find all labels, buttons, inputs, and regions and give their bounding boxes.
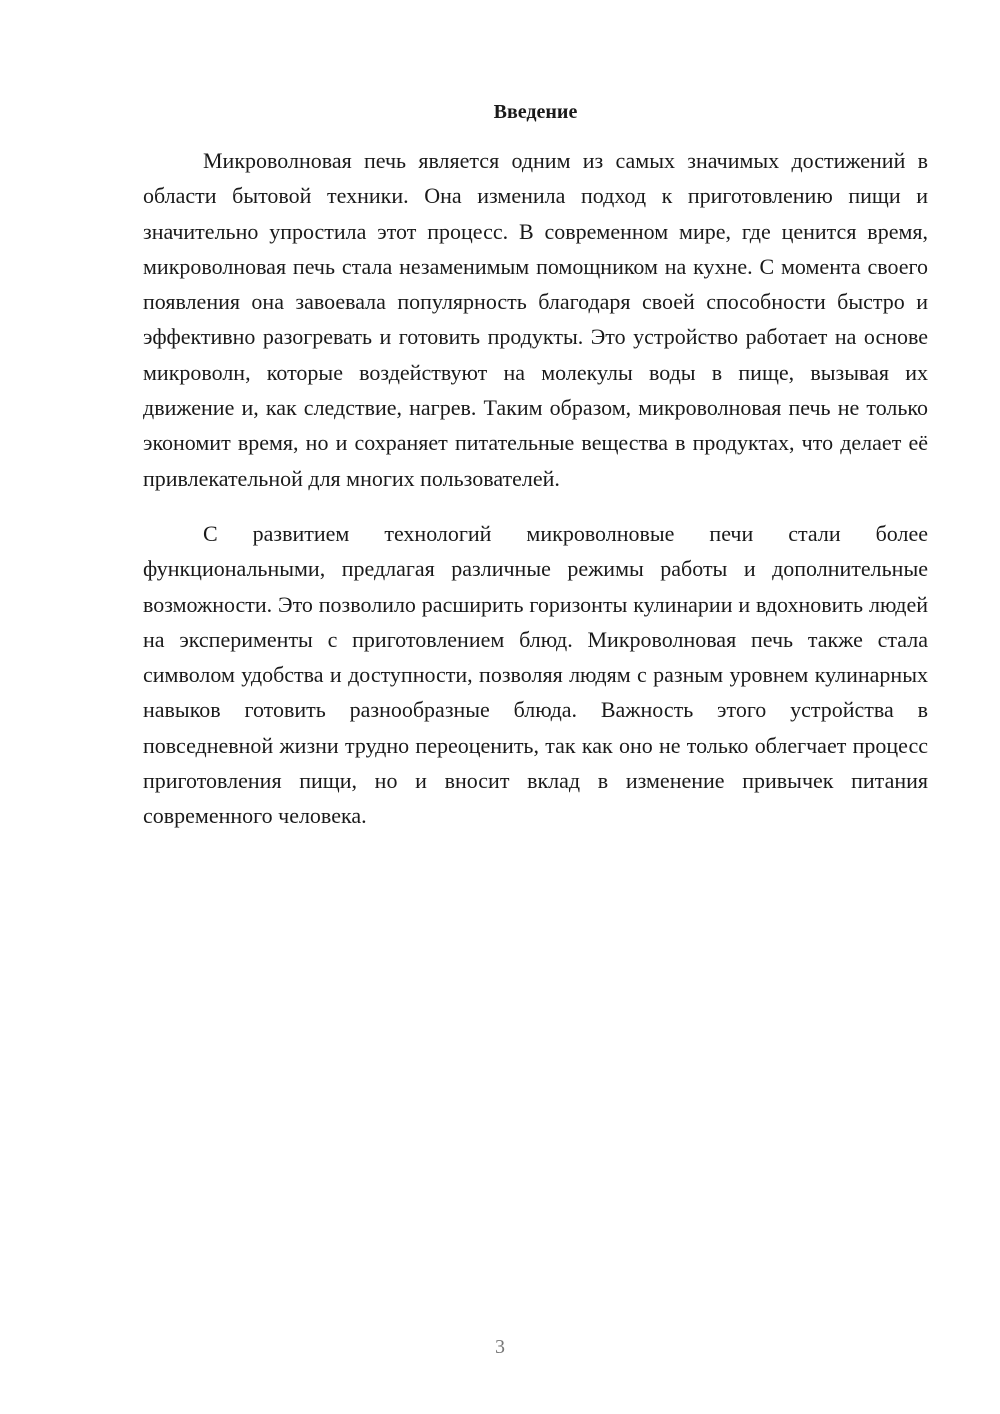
page-number: 3: [495, 1336, 505, 1358]
paragraph: Микроволновая печь является одним из самых значимых достижений в области бытовой техники. Она изменила подход к приготовлению пищи и значительно упростила этот процесс. В современном мире, где ценится время, микроволновая печь стала незаменимым помощником на кухне. С момента своего появления она завоевала популярность благодаря своей способности быстро и эффективно разогревать и готовить продукты. Это устройство работает на основе микроволн, которые воздействуют на молекулы воды в пище, вызывая их движение и, как следствие, нагрев. Таким образом, микроволновая печь не только экономит время, но и сохраняет питательные вещества в продуктах, что делает её привлекательной для многих пользователей.: [143, 148, 928, 491]
page-title: Введение: [493, 101, 578, 123]
paragraph: С развитием технологий микроволновые печи стали более функциональными, предлагая различные режимы работы и дополнительные возможности. Это позволило расширить горизонты кулинарии и вдохновить людей на эксперименты с приготовлением блюд. Микроволновая печь также стала символом удобства и доступности, позволяя людям с разным уровнем кулинарных навыков готовить разнообразные блюда. Важность этого устройства в повседневной жизни трудно переоценить, так как оно не только облегчает процесс приготовления пищи, но и вносит вклад в изменение привычек питания современного человека.: [143, 520, 928, 829]
page-content: [143, 97, 928, 834]
